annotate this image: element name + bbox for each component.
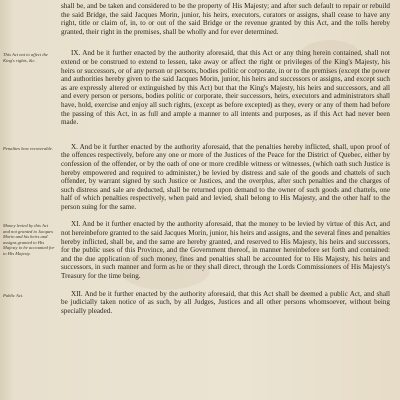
margin-note-x: Penalties how recoverable. (3, 145, 53, 151)
section-x (3, 143, 390, 212)
margin-note-ix: This Act not to affect the King's rights, &c. (3, 52, 48, 63)
section-xii-text: XII. And be it further enacted by the authority aforesaid, that this Act shall be deemed a public Act, and shall be judicially taken notice of as such, by all Judges, Justices and all other persons whomsoever, without being specially pleaded. (61, 289, 390, 315)
top-paragraph: shall be, and be taken and considered to be the property of His Majesty; and after such default to repair or rebuild the said Bridge, the said Jacques Morin, junior, his heirs, executors, curators or assigns, shall cease to have any right, title or claim of, in, to or out of the said Bridge or the revenue granted by this Act, and the tolls hereby granted, their right in the premises, shall be wholly and for ever determined. (61, 2, 390, 36)
margin-note-xi: Money levied by this Act and not granted to Jacques Morin and his heirs and assigns granted to His Majesty to be accounted for to His Majesty. (3, 223, 55, 256)
top-paragraph-row (3, 2, 390, 36)
section-xi-text: XI. And be it further enacted by the authority aforesaid, that the money to be levied by virtue of this Act, and not hereinbefore granted to the said Jacques Morin, junior, his heirs and assigns, and the several fines and penalties hereby inflicted, shall be, and the same are hereby granted, and reserved to His Majesty, his heirs and successors, for the public uses of this Province, and the Government thereof, in manner hereinbefore set forth and contained: and the due application of such money, fines and penalties shall be accounted for to His Majesty, his heirs and successors, in such manner and form as he or they shall direct, through the Lords Commissioners of His Majesty's Treasury for the time being. (61, 220, 390, 281)
section-ix-text: IX. And be it further enacted by the authority aforesaid, that this Act or any thing herein contained, shall not extend or be construed to extend to lessen, take away or affect the right or privileges of the King's Majesty, his heirs or successors, or of any person or persons, bodies politic or corporate, in or to the premises (except the power and authorities hereby given to the said Jacques Morin, junior, his heirs and successors or assigns, and except such as are expressly altered or extinguished by this Act) but that the King's Majesty, his heirs and successors, and all and every person or persons, bodies politic or corporate, their successors, heirs, executors and administrators shall have, hold, exercise and enjoy all such rights, (except as before excepted) as they, every or any of them had before the passing of this Act, in as full and ample a manner to all intents and purposes, as if this Act had never been made. (61, 49, 390, 127)
margin-note-xii: Public Act. (3, 292, 24, 298)
section-xii (3, 290, 390, 316)
section-x-text: X. And be it further enacted by the authority aforesaid, that the penalties hereby inflicted, shall, upon proof of the offences respectively, before any one or more of the Justices of the Peace for the District of Quebec, either by confession of the offender, or by the oath of one or more credible witness or witnesses, (which oath such Justice is hereby empowered and required to administer,) be levied by distress and sale of the goods and chattels of such offender, by warrant signed by such Justice or Justices, and the overplus, after such penalties and the charges of such distress and sale are deducted, shall be returned upon demand to the owner of such goods and chattels, one half of which penalties respectively, when paid and levied, shall belong to His Majesty, and the other half to the person suing for the same. (61, 142, 390, 211)
